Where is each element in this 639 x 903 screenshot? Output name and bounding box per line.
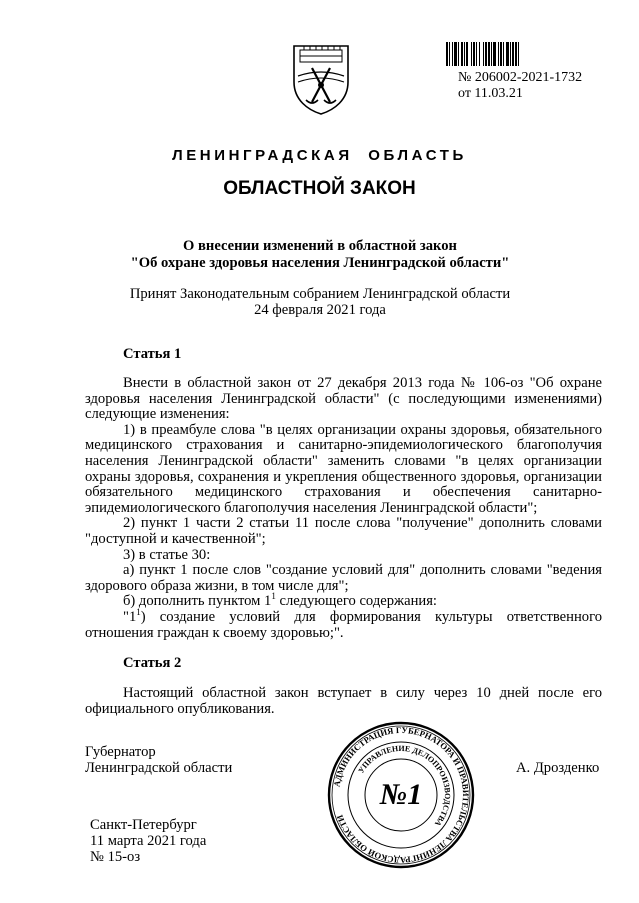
region-name: ЛЕНИНГРАДСКАЯ ОБЛАСТЬ xyxy=(172,147,467,164)
subject-line-2: "Об охране здоровья населения Ленинградской области" xyxy=(130,255,510,271)
signing-city: Санкт-Петербург xyxy=(90,817,197,833)
adoption-note xyxy=(60,286,580,318)
signing-date: 11 марта 2021 года xyxy=(90,833,207,849)
governor-title-line-1: Губернатор xyxy=(85,744,156,760)
article-1-item-2: 2) пункт 1 части 2 статьи 11 после слова "получение" дополнить словами "доступной и качественной"; xyxy=(85,515,602,547)
article-2-heading: Статья 2 xyxy=(123,655,182,671)
law-subject xyxy=(60,238,580,272)
seal-number: №1 xyxy=(379,778,423,811)
seal-outer-text: АДМИНИСТРАЦИЯ ГУБЕРНАТОРА И ПРАВИТЕЛЬСТВА ЛЕНИНГРАДСКОЙ ОБЛАСТИ xyxy=(331,724,472,866)
governor-title xyxy=(85,744,232,776)
article-1-item-1: 1) в преамбуле слова "в целях организации охраны здоровья, обязательного медицинского страхования и санитарно-эпидемиологического благополучия населения Ленинградской области" заменить словами "в целях организации охраны здоровья, сохранения и укрепления общественного здоровья, организации обязательного медицинского страхования и обеспечения санитарно-эпидемиологического благополучия населения Ленинградской области"; xyxy=(85,421,602,516)
law-number: № 15-оз xyxy=(90,849,141,865)
law-title: ОБЛАСТНОЙ ЗАКОН xyxy=(223,178,416,199)
registration-date: от 11.03.21 xyxy=(458,86,523,101)
article-1-item-3b: б) дополнить пунктом $1^1$ следующего содержания: xyxy=(123,591,437,610)
governor-name: А. Дрозденко xyxy=(516,760,600,776)
article-1-heading: Статья 1 xyxy=(123,346,182,362)
article-1-intro: Внести в областной закон от 27 декабря 2013 года № 106-оз "Об охране здоровья населения Ленинградской области" (с последующими изменениями) следующие изменения: xyxy=(85,375,602,423)
coat-of-arms-emblem xyxy=(290,42,352,116)
subject-line-1: О внесении изменений в областной закон xyxy=(183,238,457,254)
barcode xyxy=(446,42,568,66)
article-1-item-3a: а) пункт 1 после слов "создание условий для" дополнить словами "ведения здорового образа жизни, в том числе для"; xyxy=(85,562,602,594)
article-1-quote: "$1^1$) создание условий для формирования культуры ответственного отношения граждан к своему здоровью;". xyxy=(85,606,602,641)
article-1-item-3: 3) в статье 30: xyxy=(123,546,211,563)
article-1-body xyxy=(85,376,602,641)
registration-info xyxy=(458,70,582,102)
adopted-line-2: 24 февраля 2021 года xyxy=(254,302,386,318)
seal-inner-text: УПРАВЛЕНИЕ ДЕЛОПРОИЗВОДСТВА xyxy=(356,743,453,828)
signing-place-date xyxy=(90,817,206,865)
article-2-text: Настоящий областной закон вступает в силу через 10 дней после его официального опубликования. xyxy=(85,685,602,717)
registration-number: № 206002-2021-1732 xyxy=(458,70,583,85)
governor-title-line-2: Ленинградской области xyxy=(85,760,233,776)
adopted-line-1: Принят Законодательным собранием Ленинградской области xyxy=(129,286,511,302)
article-2-body xyxy=(85,686,602,717)
